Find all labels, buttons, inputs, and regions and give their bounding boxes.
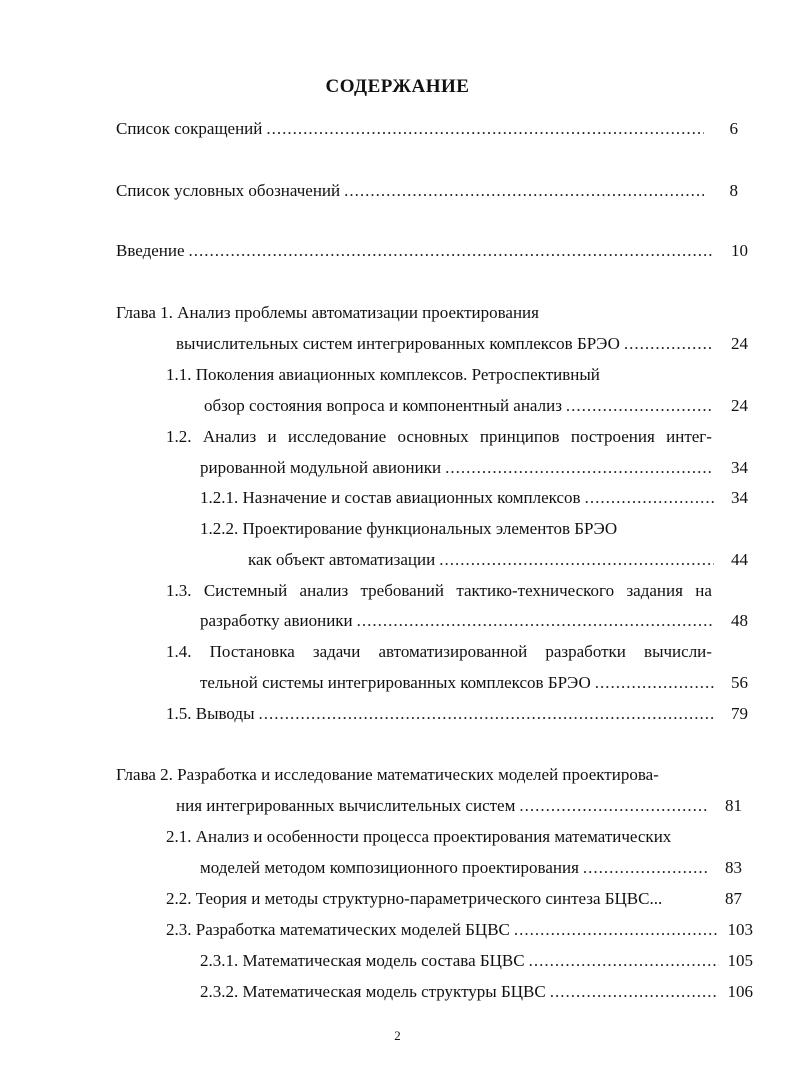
word: и xyxy=(267,427,277,446)
toc-entry-text: разработку авионики xyxy=(200,611,353,630)
leader-dots xyxy=(266,118,704,140)
toc-section-1-2 xyxy=(200,457,748,479)
toc-section-1-2-line1 xyxy=(166,426,712,448)
toc-entry-text: 1.2.1. Назначение и состав авиационных комплексов xyxy=(200,488,581,507)
toc-section-1-4-line1 xyxy=(166,641,712,663)
toc-page-number: 87 xyxy=(725,889,742,908)
word: исследование xyxy=(287,427,387,446)
toc-section-1-3 xyxy=(200,610,748,632)
leader-dots xyxy=(259,703,714,725)
toc-entry-introduction xyxy=(116,240,748,262)
toc-subsection-1-2-2-line1: 1.2.2. Проектирование функциональных элементов БРЭО xyxy=(200,519,618,538)
toc-page-number: 34 xyxy=(731,458,748,477)
toc-entry-symbols xyxy=(116,180,738,202)
toc-page-number: 79 xyxy=(731,704,748,723)
toc-page-number: 106 xyxy=(727,982,753,1001)
toc-chapter-1-line1: Глава 1. Анализ проблемы автоматизации проектирования xyxy=(116,303,539,322)
toc-entry-text: 2.3.1. Математическая модель состава БЦВС xyxy=(200,951,525,970)
toc-page-number: 105 xyxy=(727,951,753,970)
word: разработки xyxy=(545,642,626,661)
toc-page-number: 24 xyxy=(731,396,748,415)
toc-entry-text: 1.5. Выводы xyxy=(166,704,255,723)
toc-section-2-1-line1: 2.1. Анализ и особенности процесса проектирования математических xyxy=(166,827,672,846)
word: на xyxy=(695,581,712,600)
toc-entry-text: 2.3. Разработка математических моделей БЦВС xyxy=(166,920,510,939)
toc-subsection-2-3-2 xyxy=(200,981,753,1003)
toc-entry-text: вычислительных систем интегрированных комплексов БРЭО xyxy=(176,334,620,353)
toc-page-number: 34 xyxy=(731,488,748,507)
toc-section-2-1 xyxy=(200,857,742,879)
toc-chapter-1 xyxy=(176,333,748,355)
word: тактико-технического xyxy=(456,581,615,600)
toc-page-number: 81 xyxy=(725,796,742,815)
toc-entry-text: рированной модульной авионики xyxy=(200,458,442,477)
leader-dots xyxy=(583,857,708,879)
toc-section-1-3-line1 xyxy=(166,580,712,602)
toc-page-number: 103 xyxy=(727,920,753,939)
toc-page-number: 48 xyxy=(731,611,748,630)
leader-dots xyxy=(519,795,708,817)
leader-dots xyxy=(439,549,714,571)
leader-dots xyxy=(624,333,714,355)
toc-entry-text: как объект автоматизации xyxy=(248,550,436,569)
leader-dots xyxy=(550,981,719,1003)
toc-section-1-1-line1: 1.1. Поколения авиационных комплексов. Ретроспективный xyxy=(166,365,600,384)
toc-page-number: 83 xyxy=(725,858,742,877)
toc-page-number: 56 xyxy=(731,673,748,692)
toc-section-2-2 xyxy=(166,888,742,910)
toc-section-1-1 xyxy=(204,395,748,417)
toc-subsection-2-3-1 xyxy=(200,950,753,972)
toc-subsection-1-2-1 xyxy=(200,487,748,509)
word: Системный xyxy=(203,581,288,600)
toc-section-1-4 xyxy=(200,672,748,694)
toc-chapter-2 xyxy=(176,795,742,817)
toc-chapter-2-line1: Глава 2. Разработка и исследование математических моделей проектирова- xyxy=(116,765,659,784)
toc-page-number: 10 xyxy=(731,241,748,260)
leader-dots xyxy=(595,672,714,694)
leader-dots xyxy=(344,180,704,202)
leader-dots xyxy=(566,395,714,417)
leader-dots xyxy=(529,950,719,972)
toc-entry-text: моделей методом композиционного проектирования xyxy=(200,858,579,877)
word: 1.3. xyxy=(166,581,192,600)
word: Постановка xyxy=(209,642,295,661)
word: интег- xyxy=(666,427,712,446)
word: задания xyxy=(626,581,683,600)
toc-section-2-3 xyxy=(166,919,753,941)
toc-entry-text: 2.2. Теория и методы структурно-параметрического синтеза БЦВС... xyxy=(166,889,663,908)
toc-page-number: 44 xyxy=(731,550,748,569)
word: анализ xyxy=(299,581,349,600)
page-title: СОДЕРЖАНИЕ xyxy=(325,76,470,97)
word: задачи xyxy=(312,642,361,661)
toc-entry-text: тельной системы интегрированных комплексов БРЭО xyxy=(200,673,591,692)
toc-entry-text: обзор состояния вопроса и компонентный анализ xyxy=(204,396,562,415)
toc-entry-text: 2.3.2. Математическая модель структуры БЦВС xyxy=(200,982,546,1001)
word: построения xyxy=(570,427,655,446)
leader-dots xyxy=(514,919,719,941)
word: 1.4. xyxy=(166,642,192,661)
word: вычисли- xyxy=(644,642,712,661)
page-number: 2 xyxy=(394,1028,401,1043)
toc-page-number: 24 xyxy=(731,334,748,353)
toc-entry-text: Список условных обозначений xyxy=(116,181,341,200)
toc-page-number: 6 xyxy=(729,119,738,138)
word: автоматизированной xyxy=(378,642,528,661)
word: 1.2. xyxy=(166,427,192,446)
leader-dots xyxy=(445,457,714,479)
toc-entry-text: ния интегрированных вычислительных систем xyxy=(176,796,516,815)
word: требований xyxy=(360,581,444,600)
toc-page-number: 8 xyxy=(729,181,738,200)
toc-entry-text: Введение xyxy=(116,241,185,260)
toc-entry-text: Список сокращений xyxy=(116,119,263,138)
toc-subsection-1-2-2 xyxy=(248,549,748,571)
word: принципов xyxy=(479,427,560,446)
leader-dots xyxy=(585,487,714,509)
word: Анализ xyxy=(202,427,257,446)
leader-dots xyxy=(189,240,714,262)
word: основных xyxy=(397,427,469,446)
toc-section-1-5 xyxy=(166,703,748,725)
toc-entry-abbreviations xyxy=(116,118,738,140)
leader-dots xyxy=(357,610,714,632)
